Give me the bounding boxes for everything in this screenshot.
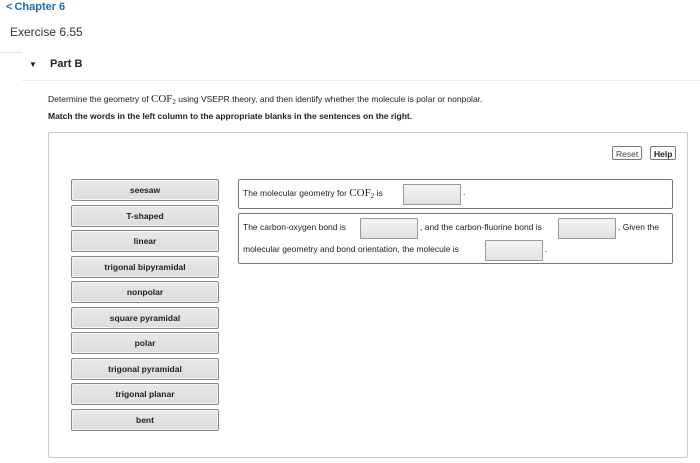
sentence-geometry-end: . <box>463 187 466 197</box>
reset-button[interactable]: Reset <box>612 146 642 160</box>
sentence-formula-main: COF <box>349 187 371 199</box>
sentence-bonds-part1: The carbon-oxygen bond is <box>243 222 347 232</box>
drop-blank-carbon-fluorine[interactable] <box>558 218 616 239</box>
word-chip-seesaw[interactable]: seesaw <box>71 179 219 201</box>
chapter-back-link[interactable] <box>6 0 65 14</box>
sentence-geometry-text <box>243 187 383 200</box>
sentence-geometry-before: The molecular geometry for <box>243 188 350 198</box>
drop-blank-carbon-oxygen[interactable] <box>360 218 418 239</box>
sentence-formula-subscript: 2 <box>370 192 375 200</box>
sentence-geometry <box>238 179 673 209</box>
help-button[interactable]: Help <box>650 146 676 160</box>
word-chip-t-shaped[interactable]: T-shaped <box>71 205 219 227</box>
sentence-bonds-part2: , and the carbon-fluorine bond is <box>420 222 542 232</box>
instruction-text: Match the words in the left column to the appropriate blanks in the sentences on the right. <box>48 111 413 121</box>
chevron-left-icon: < <box>6 1 13 13</box>
word-chip-linear[interactable]: linear <box>71 230 219 252</box>
sentence-bonds-part3: . Given the <box>618 222 660 232</box>
sentence-bonds-end: . <box>545 244 548 254</box>
part-label: Part B <box>50 58 83 70</box>
formula-subscript: 2 <box>172 98 176 106</box>
collapse-triangle-icon[interactable]: ▼ <box>29 60 37 69</box>
word-chip-trigonal-pyramidal[interactable]: trigonal pyramidal <box>71 358 219 380</box>
part-header[interactable] <box>22 52 700 81</box>
sentence-geometry-is: is <box>374 188 383 198</box>
word-chip-trigonal-planar[interactable]: trigonal planar <box>71 383 219 405</box>
formula-main: COF <box>151 93 173 105</box>
question-prompt <box>48 93 482 106</box>
word-chip-square-pyramidal[interactable]: square pyramidal <box>71 307 219 329</box>
drop-blank-geometry[interactable] <box>403 184 461 205</box>
prompt-text-before: Determine the geometry of <box>48 94 151 104</box>
sentence-bonds-part4: molecular geometry and bond orientation, the molecule is <box>243 244 459 254</box>
word-chip-bent[interactable]: bent <box>71 409 219 431</box>
word-chip-trigonal-bipyramidal[interactable]: trigonal bipyramidal <box>71 256 219 278</box>
chapter-back-label: Chapter 6 <box>14 1 66 13</box>
word-chip-nonpolar[interactable]: nonpolar <box>71 281 219 303</box>
sentence-formula <box>349 187 374 199</box>
drop-blank-polarity[interactable] <box>485 240 543 261</box>
word-chip-polar[interactable]: polar <box>71 332 219 354</box>
formula <box>151 93 176 105</box>
sentence-bonds <box>238 213 673 264</box>
exercise-title: Exercise 6.55 <box>10 25 83 39</box>
prompt-text-after: using VSEPR theory, and then identify whether the molecule is polar or nonpolar. <box>175 94 483 104</box>
drag-drop-workspace <box>48 132 688 458</box>
exercise-header <box>0 14 700 53</box>
